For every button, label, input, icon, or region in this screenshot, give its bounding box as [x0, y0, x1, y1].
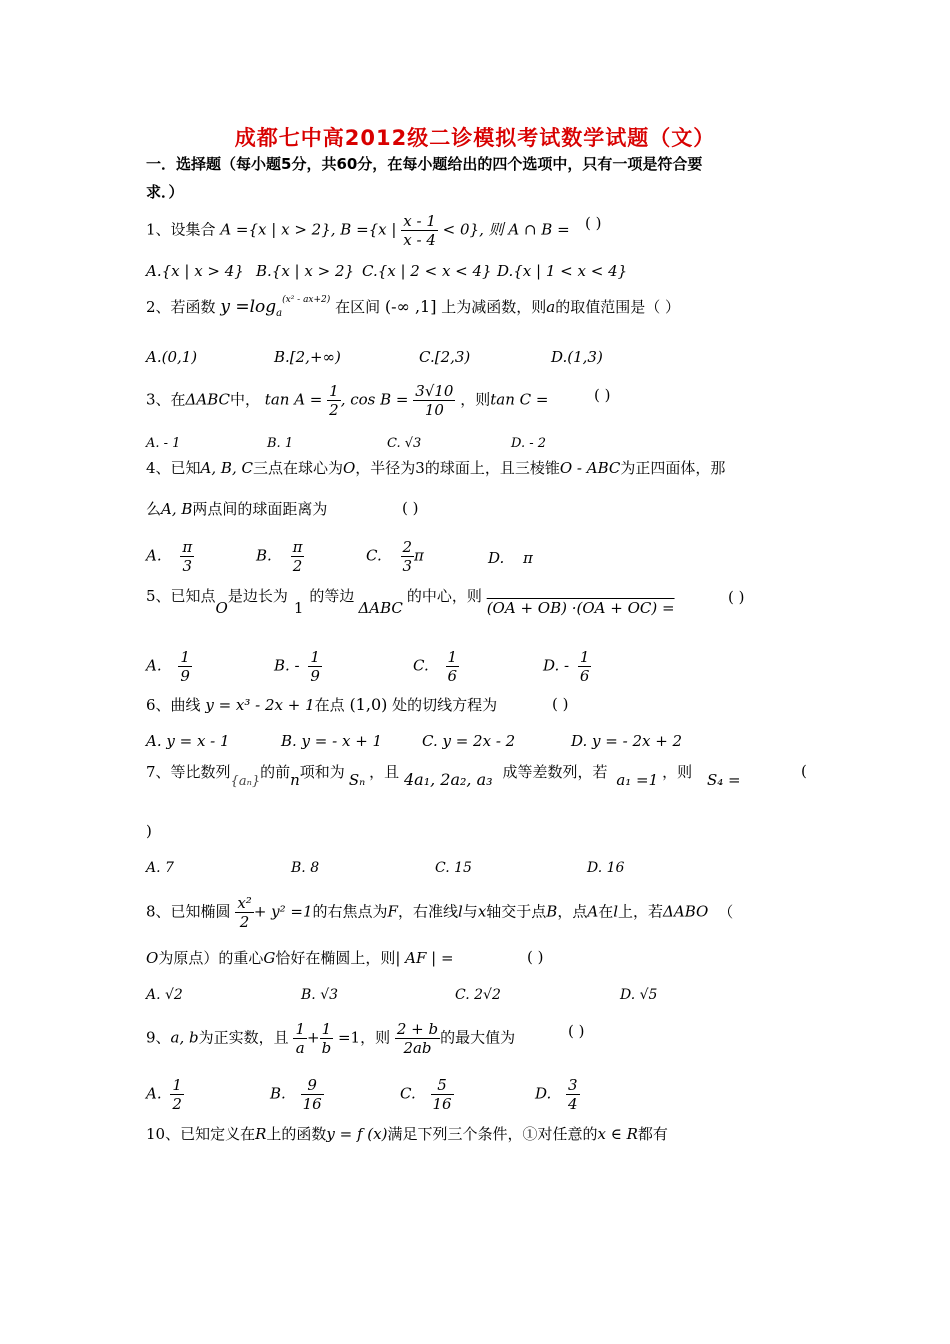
q5-option-c-fraction	[446, 648, 460, 685]
q9-fraction-1	[293, 1020, 307, 1057]
q4-stem-text-3: ，半径为	[355, 459, 416, 477]
q4-points: A, B, C	[200, 459, 253, 477]
q1-answer-paren: ( )	[585, 214, 602, 232]
q9-d-num: 3	[568, 1076, 578, 1094]
q1-frac-den: x - 4	[403, 231, 436, 249]
page-title: 成都七中高2012级二诊模拟考试数学试题（文）	[234, 126, 716, 150]
q9-fraction-2	[320, 1020, 334, 1057]
q9-option-d-fraction	[566, 1076, 580, 1113]
q9-plus: +	[306, 1028, 320, 1047]
q5-answer-paren: ( )	[728, 588, 745, 606]
q9-option-c-label: C.	[400, 1084, 416, 1103]
q5-stem-text-2: 是边长为	[227, 587, 288, 605]
q9-c-num: 5	[431, 1076, 454, 1095]
q8-line-l: l	[457, 902, 463, 921]
q8-option-a: A. √2	[146, 987, 183, 1003]
q5-side-length: 1	[293, 599, 304, 617]
q7-sum: Sₙ	[348, 771, 366, 789]
q3-tan-a: tan A =	[264, 390, 323, 409]
q9-frac1-num: 1	[295, 1020, 305, 1038]
q8-point-a: A	[587, 902, 599, 921]
q5-option-d-fraction	[578, 648, 592, 685]
q8-stem-text-2: 的右焦点为	[312, 902, 388, 921]
question-8-line2	[146, 948, 454, 968]
q3-tan-c: tan C =	[490, 390, 549, 409]
q6-option-b: B. y = - x + 1	[281, 732, 383, 750]
q4-a-den: 3	[182, 557, 193, 575]
q7-option-b: B. 8	[291, 860, 320, 876]
q9-option-a-label: A.	[146, 1084, 162, 1103]
q2-option-b: B.[2,+∞)	[274, 348, 341, 366]
q3-answer-paren: ( )	[594, 386, 611, 404]
q6-answer-paren: ( )	[552, 695, 569, 713]
q5-vector-expr: (OA + OB) ·(OA + OC) =	[486, 599, 675, 617]
question-4-line2	[146, 499, 327, 519]
q7-stem-text-6: ，则	[662, 763, 693, 781]
q7-stem-text-5: 成等差数列，若	[502, 763, 608, 781]
q8-option-c: C. 2√2	[455, 987, 501, 1003]
q1-set-expr: A ={x | x > 2}, B ={x |	[220, 220, 397, 239]
q4-option-d-label: D.	[488, 549, 505, 567]
q9-option-c	[400, 1076, 454, 1113]
q8-fraction	[235, 894, 253, 931]
q2-stem-text-2: 在区间	[335, 298, 381, 316]
q5-option-b-label: B. -	[274, 656, 300, 675]
q8-triangle: ΔABO	[663, 902, 709, 921]
question-9	[146, 1020, 515, 1057]
question-6	[146, 695, 497, 715]
q7-var-n: n	[290, 771, 300, 789]
q10-domain: x ∈ R	[597, 1125, 638, 1143]
question-4	[146, 458, 725, 478]
q4-line2-text: 么	[146, 500, 162, 518]
q4-answer-paren: ( )	[402, 499, 419, 517]
q5-option-b-fraction	[308, 648, 322, 685]
q1-stem-text: 1、设集合	[146, 220, 216, 239]
q9-d-den: 4	[568, 1095, 578, 1113]
q8-frac-den: 2	[239, 913, 250, 931]
q1-option-a: A.{x | x > 4}	[146, 262, 244, 280]
q5-b-num: 1	[310, 648, 320, 666]
q5-option-a	[146, 648, 192, 685]
q5-option-d-label: D. -	[543, 656, 570, 675]
question-2	[146, 294, 680, 324]
q7-option-a: A. 7	[146, 860, 174, 876]
q8-stem-text-8: 上，若	[618, 902, 664, 921]
q9-frac2-den: b	[321, 1039, 332, 1057]
q9-frac1-den: a	[295, 1039, 305, 1057]
q4-stem-text-4: 的球面上，且三棱锥	[424, 459, 560, 477]
q4-c-pi: π	[414, 546, 424, 565]
q9-stem-text-2: 为正实数，且	[198, 1028, 289, 1047]
q5-option-a-fraction	[178, 648, 192, 685]
q9-option-b	[270, 1076, 324, 1113]
q6-stem-text-3: 处的切线方程为	[392, 696, 498, 714]
q8-frac-num: x²	[237, 894, 252, 912]
q9-frac3-num: 2 + b	[396, 1020, 439, 1038]
q1-fraction	[401, 212, 438, 249]
q10-stem-text-4: 都有	[637, 1125, 668, 1143]
q4-c-den: 3	[402, 557, 413, 575]
q5-option-b	[274, 648, 322, 685]
q8-af: | AF | =	[395, 949, 454, 967]
q9-a-num: 1	[172, 1076, 182, 1094]
q5-option-d	[543, 648, 591, 685]
q5-a-den: 9	[180, 667, 190, 685]
q6-stem-text: 6、曲线	[146, 696, 201, 714]
q8-paren-open: （	[718, 902, 734, 921]
q5-stem-text: 5、已知点	[146, 587, 216, 605]
q1-set-expr-end: < 0}, 则 A ∩ B =	[442, 220, 570, 239]
q8-line-l-2: l	[613, 902, 619, 921]
q9-stem-text: 9、	[146, 1028, 171, 1047]
q8-origin: O	[146, 949, 159, 967]
section-heading-line2: 求．）	[146, 183, 184, 201]
q9-stem-text-4: 的最大值为	[440, 1028, 516, 1047]
q7-answer-paren-close: )	[146, 822, 152, 840]
q6-option-c: C. y = 2x - 2	[422, 732, 516, 750]
q5-d-den: 6	[579, 667, 590, 685]
q9-frac2-num: 1	[320, 1020, 334, 1039]
q4-b-num: π	[292, 538, 303, 556]
q2-stem-text: 2、若函数	[146, 298, 216, 316]
q3-option-c: C. √3	[387, 436, 422, 451]
q8-ellipse-expr: + y² =1	[253, 902, 313, 921]
q8-line2-text-2: 恰好在椭圆上，则	[275, 949, 396, 967]
q9-option-a	[146, 1076, 184, 1113]
q5-c-num: 1	[447, 648, 458, 666]
q4-b-den: 2	[292, 557, 303, 575]
q3-frac1-den: 2	[329, 401, 339, 419]
q8-stem-text-4: 与	[462, 902, 478, 921]
q9-option-d-label: D.	[535, 1084, 552, 1103]
q4-pyramid: O - ABC	[559, 459, 621, 477]
q8-option-b: B. √3	[301, 987, 339, 1003]
q4-center-o: O	[342, 459, 356, 477]
q5-c-den: 6	[447, 667, 458, 685]
q7-stem-text-4: ，且	[369, 763, 400, 781]
q7-stem-text-2: 的前	[260, 763, 291, 781]
q9-option-b-fraction	[301, 1076, 324, 1113]
q8-point-b: B	[546, 902, 558, 921]
q9-c-den: 16	[432, 1095, 452, 1113]
q9-option-b-label: B.	[270, 1084, 286, 1103]
q4-radius: 3	[415, 459, 425, 477]
q9-frac3-den: 2ab	[403, 1039, 432, 1057]
q9-stem-text-3: =1，则	[337, 1028, 391, 1047]
q8-stem-text-3: ，右准线	[397, 902, 458, 921]
q9-option-c-fraction	[431, 1076, 454, 1113]
q4-option-b-fraction	[291, 538, 305, 575]
question-8	[146, 894, 733, 931]
q3-cos-b: , cos B =	[340, 390, 409, 409]
q3-option-b: B. 1	[267, 436, 294, 451]
q8-stem-text-5: 轴交于点	[486, 902, 547, 921]
q7-option-d: D. 16	[587, 860, 625, 876]
q8-stem-text: 8、已知椭圆	[146, 902, 231, 921]
q9-a-den: 2	[172, 1095, 182, 1113]
q7-option-c: C. 15	[435, 860, 472, 876]
q5-d-num: 1	[579, 648, 590, 666]
q9-vars: a, b	[170, 1028, 199, 1047]
q7-stem-text-3: 项和为	[299, 763, 345, 781]
q3-frac2-num: 3√10	[415, 382, 454, 400]
question-3	[146, 382, 549, 419]
question-5	[146, 586, 675, 617]
q5-b-den: 9	[310, 667, 320, 685]
q4-stem-text: 4、已知	[146, 459, 201, 477]
q4-option-a-label: A.	[146, 546, 162, 565]
q4-stem-text-2: 三点在球心为	[252, 459, 343, 477]
q2-option-a: A.(0,1)	[146, 348, 198, 366]
q4-option-d	[488, 549, 533, 567]
q7-terms: 4a₁, 2a₂, a₃	[403, 770, 493, 789]
q6-curve-expr: y = x³ - 2x + 1	[205, 696, 315, 714]
q8-centroid: G	[263, 949, 276, 967]
q3-stem-text: 3、在	[146, 390, 186, 409]
q5-point-o: O	[215, 599, 228, 617]
q4-stem-text-5: 为正四面体，那	[620, 459, 726, 477]
q5-option-c	[413, 648, 459, 685]
q7-s4: S₄ =	[706, 771, 741, 789]
q5-stem-text-4: 的中心，则	[406, 587, 482, 605]
q8-answer-paren: ( )	[527, 948, 544, 966]
q8-stem-text-7: 在	[598, 902, 614, 921]
q1-frac-num: x - 1	[403, 212, 436, 230]
q5-triangle: ΔABC	[358, 599, 403, 617]
q10-function: y = f (x)	[326, 1125, 388, 1143]
q6-option-a: A. y = x - 1	[146, 732, 230, 750]
question-10	[146, 1124, 668, 1144]
q9-b-num: 9	[301, 1076, 324, 1095]
q3-fraction-2	[413, 382, 455, 419]
q2-log-base: a	[276, 308, 283, 319]
q6-option-d: D. y = - 2x + 2	[571, 732, 683, 750]
q8-axis-x: x	[477, 902, 487, 921]
q7-a1: a₁ =1	[616, 771, 659, 789]
question-7	[146, 762, 741, 789]
q5-option-a-label: A.	[146, 656, 162, 675]
q3-triangle: ΔABC	[185, 390, 230, 409]
q4-option-a	[146, 538, 194, 575]
q9-b-den: 16	[302, 1095, 322, 1113]
q8-option-d: D. √5	[620, 987, 658, 1003]
section-heading-line1: 一．选择题（每小题5分，共60分，在每小题给出的四个选项中，只有一项是符合要	[146, 155, 703, 173]
q2-option-d: D.(1,3)	[551, 348, 603, 366]
q1-option-b: B.{x | x > 2}	[256, 262, 355, 280]
q8-focus: F	[387, 902, 398, 921]
question-1	[146, 212, 570, 249]
q8-line2-text: 为原点）的重心	[158, 949, 264, 967]
q2-var-a: a	[546, 298, 556, 316]
q2-stem-text-4: 的取值范围是（ ）	[555, 298, 680, 316]
q9-option-d	[535, 1076, 580, 1113]
q3-stem-text-3: ，则	[460, 390, 491, 409]
q4-option-b	[256, 538, 304, 575]
q4-a-num: π	[182, 538, 193, 556]
q2-option-c: C.[2,3)	[419, 348, 471, 366]
q4-c-num: 2	[402, 538, 413, 556]
q4-line2-text-2: 两点间的球面距离为	[192, 500, 328, 518]
q4-line2-points: A, B	[161, 500, 193, 518]
q3-stem-text-2: 中，	[230, 390, 261, 409]
q3-frac1-num: 1	[329, 382, 339, 400]
q4-option-d-value: π	[523, 549, 533, 567]
q2-stem-text-3: 上为减函数，则	[441, 298, 547, 316]
q10-stem-text: 10、已知定义在	[146, 1125, 256, 1143]
q3-option-d: D. - 2	[511, 436, 547, 451]
q4-option-b-label: B.	[256, 546, 272, 565]
q5-stem-text-3: 的等边	[309, 587, 355, 605]
q7-sequence: {aₙ}	[230, 774, 261, 789]
q2-interval: (-∞ ,1]	[384, 297, 437, 316]
q4-option-c	[366, 538, 424, 575]
q10-stem-text-2: 上的函数	[266, 1125, 327, 1143]
q7-answer-paren-open: (	[801, 762, 807, 780]
q4-option-c-label: C.	[366, 546, 382, 565]
q3-fraction-1	[327, 382, 341, 419]
q1-option-d: D.{x | 1 < x < 4}	[497, 262, 628, 280]
q3-option-a: A. - 1	[146, 436, 181, 451]
q8-stem-text-6: ，点	[557, 902, 588, 921]
q9-option-a-fraction	[170, 1076, 184, 1113]
q4-option-c-fraction	[401, 538, 415, 575]
q9-fraction-3	[395, 1020, 440, 1057]
q3-frac2-den: 10	[424, 401, 444, 419]
q5-a-num: 1	[180, 648, 190, 666]
q6-point: (1,0)	[349, 695, 388, 714]
q7-stem-text: 7、等比数列	[146, 763, 231, 781]
q5-option-c-label: C.	[413, 656, 429, 675]
q10-set-r: R	[255, 1125, 267, 1143]
q9-answer-paren: ( )	[568, 1022, 585, 1040]
q2-log-argument: (x² - ax+2)	[282, 295, 331, 305]
q10-stem-text-3: 满足下列三个条件，①对任意的	[387, 1125, 598, 1143]
q4-option-a-fraction	[180, 538, 194, 575]
q6-stem-text-2: 在点	[314, 696, 345, 714]
q2-log-expr: y =log	[220, 297, 277, 317]
q1-option-c: C.{x | 2 < x < 4}	[362, 262, 492, 280]
